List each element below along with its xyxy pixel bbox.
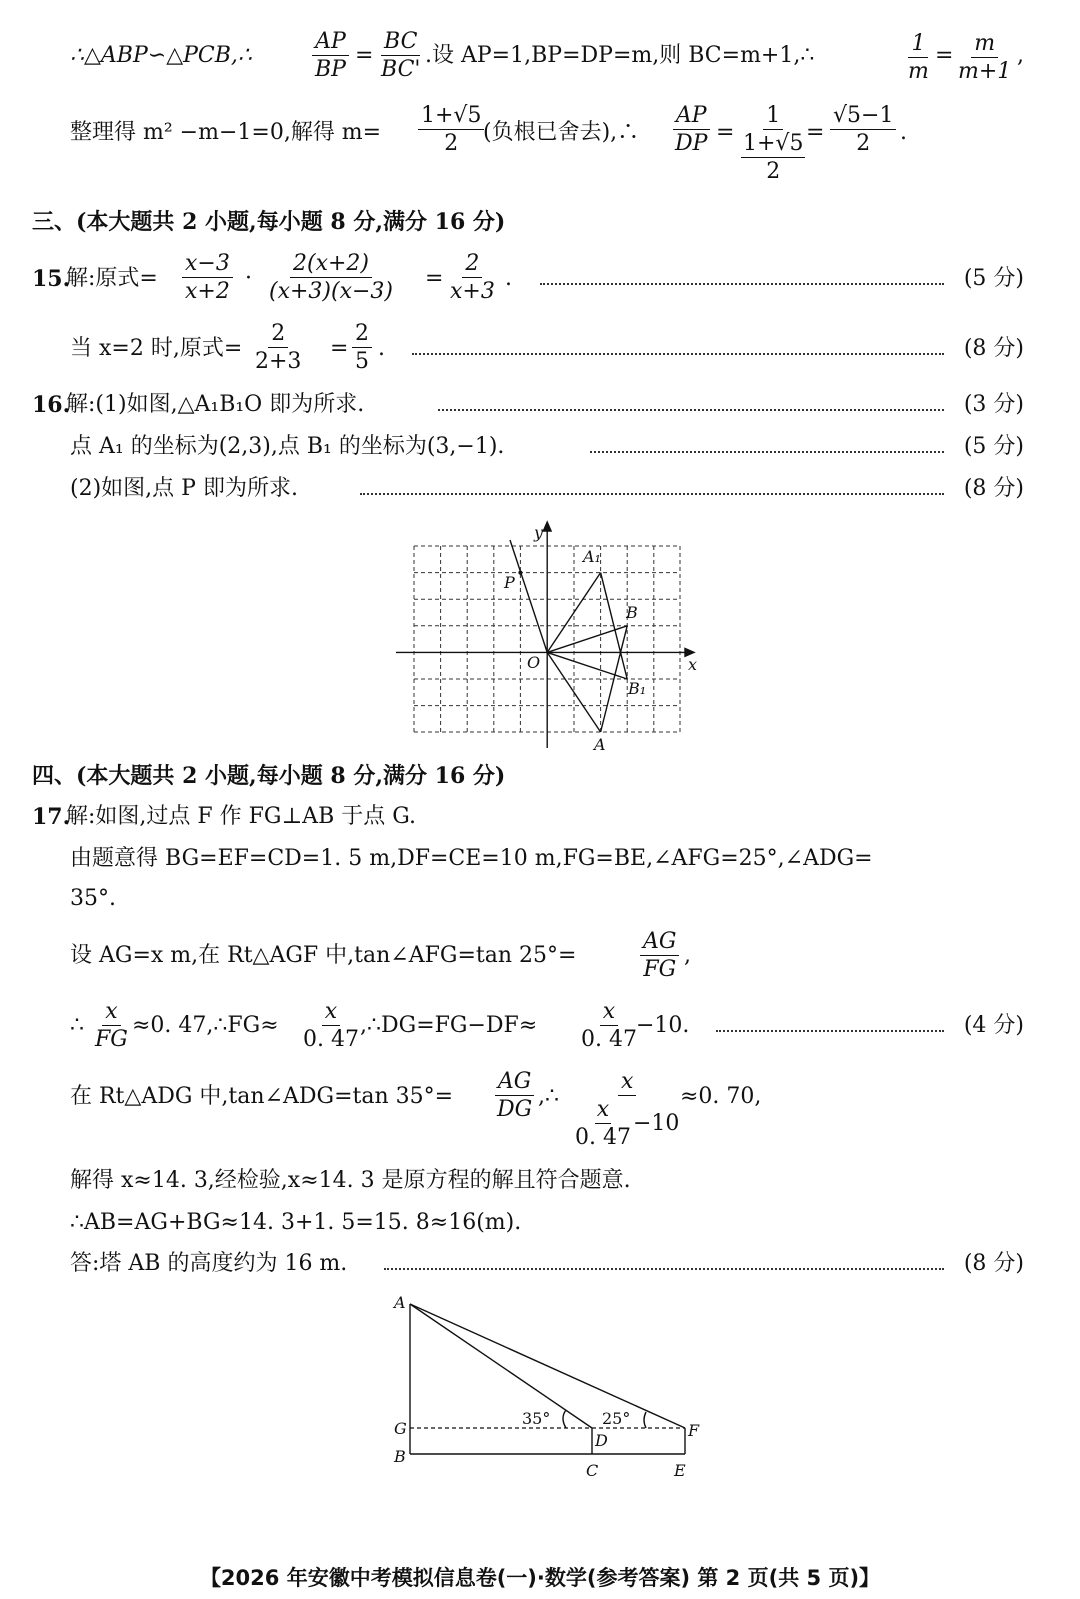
denominator xyxy=(738,130,808,183)
denominator: x+3 xyxy=(450,279,495,305)
question-number-17: 17. xyxy=(32,804,71,830)
leader-dots xyxy=(438,409,944,411)
fraction xyxy=(640,930,679,981)
coordinate-grid-figure xyxy=(390,518,710,758)
text: , xyxy=(684,943,691,968)
label-a: A xyxy=(394,1293,406,1312)
section-heading-3: 三、(本大题共 2 小题,每小题 8 分,满分 16 分) xyxy=(32,209,506,235)
inner-numerator: x xyxy=(595,1098,611,1124)
numerator: 2(x+2) xyxy=(290,252,372,278)
text: 点 A₁ 的坐标为(2,3),点 B₁ 的坐标为(3,−1). xyxy=(70,434,505,459)
text: 35°. xyxy=(70,886,116,911)
score: (3 分) xyxy=(963,392,1024,417)
tower-lines xyxy=(410,1304,685,1454)
denominator: FG xyxy=(643,957,677,983)
fraction xyxy=(378,30,423,81)
label-b: B xyxy=(394,1447,406,1466)
fraction xyxy=(447,252,498,303)
numerator: AP xyxy=(673,104,710,130)
tower-figure xyxy=(380,1290,720,1490)
origin-label: O xyxy=(527,653,541,672)
leader-dots xyxy=(384,1268,944,1270)
dot-operator: · xyxy=(245,266,252,291)
numerator: 1+√5 xyxy=(418,104,484,130)
denominator: x+2 xyxy=(185,279,230,305)
score: (4 分) xyxy=(963,1013,1024,1038)
label-d: D xyxy=(595,1431,608,1450)
page-footer: 【2026 年安徽中考模拟信息卷(一)·数学(参考答案) 第 2 页(共 5 页)】 xyxy=(199,1566,881,1590)
text: 当 x=2 时,原式= xyxy=(70,336,243,361)
fraction xyxy=(266,252,396,303)
denominator: 2+3 xyxy=(255,349,302,375)
text: 解:如图,过点 F 作 FG⊥AB 于点 G. xyxy=(66,804,417,829)
fraction xyxy=(905,32,932,83)
denominator: DG xyxy=(497,1097,533,1123)
numerator: BC xyxy=(381,30,420,56)
angle-35-label: 35° xyxy=(522,1409,551,1428)
y-axis-label: y xyxy=(534,523,544,542)
denominator xyxy=(572,1096,682,1149)
fraction xyxy=(418,104,484,155)
score: (5 分) xyxy=(963,266,1024,291)
numerator: 1 xyxy=(908,32,928,58)
text: (2)如图,点 P 即为所求. xyxy=(70,476,298,501)
label-a1: A₁ xyxy=(583,547,601,566)
text: ≈0. 47,∴FG≈ xyxy=(132,1013,279,1038)
leader-dots xyxy=(412,353,944,355)
question-number-15: 15. xyxy=(32,266,71,292)
inner-term: −10 xyxy=(632,1111,680,1137)
denominator: 0. 47 xyxy=(581,1027,637,1053)
numerator: 2 xyxy=(352,322,372,348)
question-number-16: 16. xyxy=(32,392,71,418)
text: ∴△ABP∽△PCB,∴ xyxy=(70,43,252,68)
numerator: x xyxy=(600,1000,618,1026)
text: −10. xyxy=(636,1013,690,1038)
denominator: m xyxy=(908,59,929,85)
label-b1: B₁ xyxy=(628,679,647,698)
denominator: BP xyxy=(315,57,346,83)
equals: = xyxy=(716,120,735,145)
inner-denominator: 0. 47 xyxy=(575,1125,631,1151)
numerator: 1 xyxy=(763,104,783,130)
numerator: AG xyxy=(640,930,679,956)
text: 由题意得 BG=EF=CD=1. 5 m,DF=CE=10 m,FG=BE,∠AFG=25°,∠ADG= xyxy=(70,846,873,871)
equals: = xyxy=(330,336,349,361)
text: .设 AP=1,BP=DP=m,则 BC=m+1,∴ xyxy=(425,43,815,68)
equals: = xyxy=(425,266,444,291)
numerator: x xyxy=(102,1000,120,1026)
label-p: P xyxy=(504,573,515,592)
text: 在 Rt△ADG 中,tan∠ADG=tan 35°= xyxy=(70,1084,454,1109)
triangles xyxy=(510,540,627,732)
x-axis-label: x xyxy=(688,655,698,674)
denominator: 2 xyxy=(856,131,871,157)
fraction xyxy=(300,1000,362,1051)
compound-fraction xyxy=(572,1070,682,1149)
fraction xyxy=(312,30,349,81)
numerator: √5−1 xyxy=(830,104,896,130)
denominator: m+1 xyxy=(958,59,1012,85)
compound-fraction xyxy=(738,104,808,183)
label-c: C xyxy=(586,1461,599,1480)
numerator: x−3 xyxy=(182,252,233,278)
numerator: m xyxy=(971,32,998,58)
leader-dots xyxy=(716,1030,944,1032)
point-p xyxy=(518,571,522,575)
leader-dots xyxy=(590,451,944,453)
fraction xyxy=(252,322,304,373)
text: 解得 x≈14. 3,经检验,x≈14. 3 是原方程的解且符合题意. xyxy=(70,1168,631,1193)
denominator: DP xyxy=(675,131,708,157)
numerator: 2 xyxy=(462,252,482,278)
fraction xyxy=(92,1000,131,1051)
numerator: AG xyxy=(495,1070,534,1096)
leader-dots xyxy=(540,283,944,285)
equals: = xyxy=(355,43,374,68)
denominator: BC' xyxy=(381,57,421,83)
text: , xyxy=(1017,43,1024,68)
text: . xyxy=(900,120,907,145)
text: 整理得 m² −m−1=0,解得 m= xyxy=(70,120,382,145)
label-e: E xyxy=(674,1461,686,1480)
inner-denominator: 2 xyxy=(766,159,781,185)
label-f: F xyxy=(688,1421,700,1440)
text: 解:(1)如图,△A₁B₁O 即为所求. xyxy=(66,392,365,417)
fraction xyxy=(955,32,1014,83)
text: ,∴ xyxy=(538,1084,559,1109)
fraction xyxy=(672,104,710,155)
inner-fraction xyxy=(575,1098,631,1149)
label-g: G xyxy=(394,1419,407,1438)
fraction xyxy=(352,322,372,373)
numerator: x xyxy=(618,1070,636,1096)
text: ∴ xyxy=(70,1013,84,1038)
label-b: B xyxy=(626,603,638,622)
fraction xyxy=(494,1070,535,1121)
numerator: x xyxy=(322,1000,340,1026)
score: (8 分) xyxy=(963,1251,1024,1276)
section-heading-4: 四、(本大题共 2 小题,每小题 8 分,满分 16 分) xyxy=(32,763,506,789)
text: (负根已舍去),∴ xyxy=(483,120,640,145)
denominator: (x+3)(x−3) xyxy=(269,279,394,305)
angle-25-label: 25° xyxy=(602,1409,631,1428)
score: (5 分) xyxy=(963,434,1024,459)
denominator: 5 xyxy=(355,349,369,375)
text: 设 AG=x m,在 Rt△AGF 中,tan∠AFG=tan 25°= xyxy=(70,943,577,968)
numerator: AP xyxy=(312,30,349,56)
denominator: 0. 47 xyxy=(303,1027,359,1053)
text: ∴AB=AG+BG≈14. 3+1. 5=15. 8≈16(m). xyxy=(70,1210,522,1235)
numerator: 2 xyxy=(268,322,288,348)
equals: = xyxy=(935,43,954,68)
fraction xyxy=(182,252,233,303)
fraction xyxy=(830,104,896,155)
text: . xyxy=(505,266,512,291)
inner-numerator: 1+√5 xyxy=(741,132,805,158)
equals: = xyxy=(806,120,825,145)
text: ≈0. 70, xyxy=(680,1084,762,1109)
denominator: FG xyxy=(95,1027,128,1053)
label-a: A xyxy=(594,735,606,754)
text: ,∴DG=FG−DF≈ xyxy=(360,1013,538,1038)
text: 答:塔 AB 的高度约为 16 m. xyxy=(70,1251,348,1276)
score: (8 分) xyxy=(963,476,1024,501)
leader-dots xyxy=(360,493,944,495)
denominator: 2 xyxy=(444,131,459,157)
fraction xyxy=(578,1000,640,1051)
score: (8 分) xyxy=(963,336,1024,361)
text: . xyxy=(378,336,385,361)
text: 解:原式= xyxy=(66,266,158,291)
